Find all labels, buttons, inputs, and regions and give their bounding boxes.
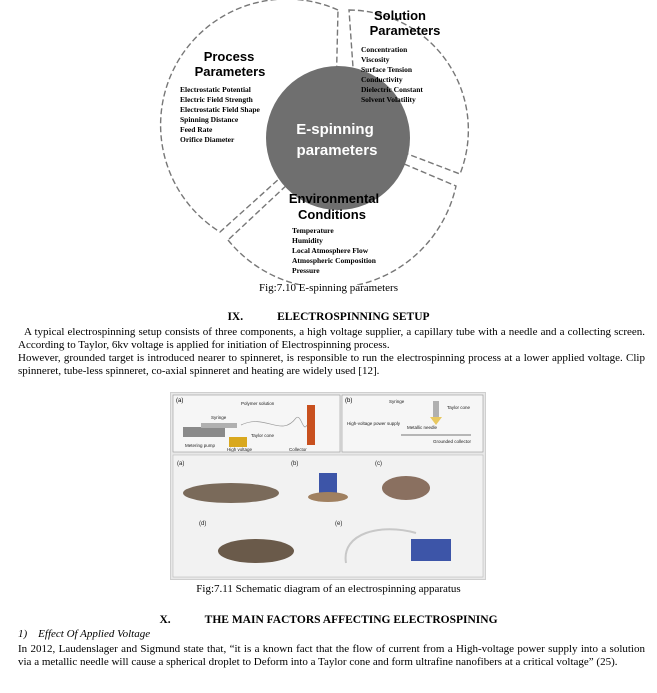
center-label-line1: E-spinning [296, 121, 374, 138]
process-item: Orifice Diameter [180, 135, 235, 144]
solution-items [361, 45, 423, 104]
section-10-body [18, 643, 645, 669]
photo-label-d: (d) [199, 521, 207, 527]
label-taylor-cone-a: Taylor cone [251, 433, 275, 438]
section-9-title: ELECTROSPINNING SETUP [277, 311, 430, 323]
environment-item: Local Atmosphere Flow [292, 246, 369, 255]
process-items [180, 85, 261, 144]
subsection-1-heading: 1) Effect Of Applied Voltage [18, 628, 151, 640]
fig-7-11-caption: Fig:7.11 Schematic diagram of an electrospinning apparatus [196, 583, 461, 595]
section-9-heading [0, 311, 657, 323]
solution-item: Solvent Volatility [361, 95, 416, 104]
section-10-title: THE MAIN FACTORS AFFECTING ELECTROSPINING [204, 614, 498, 626]
section-9-paragraph-2: However, grounded target is introduced nearer to spinneret, is responsible to run the electrospinning process at a lower applied voltage. Clip spinneret, tube-less spinneret, co-axial spinneret and heating are widely used [12]. [18, 352, 645, 377]
label-collector: Collector [289, 447, 307, 452]
environment-title-line2: Conditions [298, 207, 366, 222]
environment-item: Humidity [292, 236, 323, 245]
panel-b-label: (b) [345, 398, 353, 404]
solution-item: Viscosity [361, 55, 390, 64]
solution-title-line2: Parameters [369, 23, 441, 38]
photo-label-e: (e) [335, 521, 343, 527]
device-d [218, 539, 294, 563]
photo-label-c: (c) [375, 461, 382, 467]
process-item: Electric Field Strength [180, 95, 253, 104]
label-power-supply: High-voltage power supply [347, 421, 401, 426]
panel-a-label: (a) [176, 398, 184, 404]
device-c [382, 476, 430, 500]
device-b-base [308, 492, 348, 502]
center-label-line2: parameters [296, 142, 378, 159]
syringe-b [433, 401, 439, 417]
electrospinning-apparatus-figure [170, 392, 486, 580]
photo-label-a: (a) [177, 461, 185, 467]
device-a [183, 483, 279, 503]
section-10-paragraph-1: In 2012, Laudenslager and Sigmund state that, “it is a known fact that the flow of current from a High-voltage power supply into a solution via a metallic needle will cause a spherical droplet to Deform into a Taylor cone and form ultrafine nanofibers at a critical voltage” (25). [18, 643, 645, 668]
collector-plate [307, 405, 315, 445]
label-metering-pump: Metering pump [185, 443, 216, 448]
label-syringe-b: Syringe [389, 399, 405, 404]
section-9-body [18, 326, 645, 378]
environment-item: Temperature [292, 226, 334, 235]
label-high-voltage: High voltage [227, 447, 253, 452]
label-taylor-cone-b: Taylor cone [447, 405, 471, 410]
section-10-heading [0, 614, 657, 626]
process-title-line1: Process [203, 49, 255, 64]
environment-item: Atmospheric Composition [292, 256, 376, 265]
section-9-paragraph-1: A typical electrospinning setup consists of three components, a high voltage supplier, a capillary tube with a needle and a collecting screen. According to Taylor, 6kv voltage is applied for initiation of Electrospinning process. [18, 326, 645, 351]
section-9-number: IX. [227, 311, 244, 323]
device-e [411, 539, 451, 561]
process-item: Electrostatic Potential [180, 85, 251, 94]
fig-7-10-caption: Fig:7.10 E-spinning parameters [258, 282, 398, 294]
high-voltage-box [229, 437, 247, 447]
label-polymer-solution: Polymer solution [241, 401, 275, 406]
solution-item: Conductivity [361, 75, 403, 84]
solution-item: Concentration [361, 45, 408, 54]
syringe-pump [183, 427, 225, 437]
process-item: Feed Rate [180, 125, 213, 134]
label-grounded-collector: Grounded collector [433, 439, 472, 444]
environment-title-line1: Environmental [288, 191, 380, 206]
solution-item: Dielectric Constant [361, 85, 423, 94]
process-item: Spinning Distance [180, 115, 239, 124]
environment-items [292, 226, 377, 275]
solution-title-line1: Solution [374, 8, 426, 23]
label-syringe-a: Syringe [211, 415, 227, 420]
e-spinning-parameters-diagram [0, 0, 657, 285]
section-10-number: X. [159, 614, 171, 626]
device-b [319, 473, 337, 493]
solution-item: Surface Tension [361, 65, 413, 74]
process-item: Electrostatic Field Shape [180, 105, 260, 114]
photo-label-b: (b) [291, 461, 299, 467]
process-title-line2: Parameters [194, 64, 266, 79]
environment-item: Pressure [292, 266, 320, 275]
label-metallic-needle: Metallic needle [407, 425, 438, 430]
syringe [201, 423, 237, 428]
